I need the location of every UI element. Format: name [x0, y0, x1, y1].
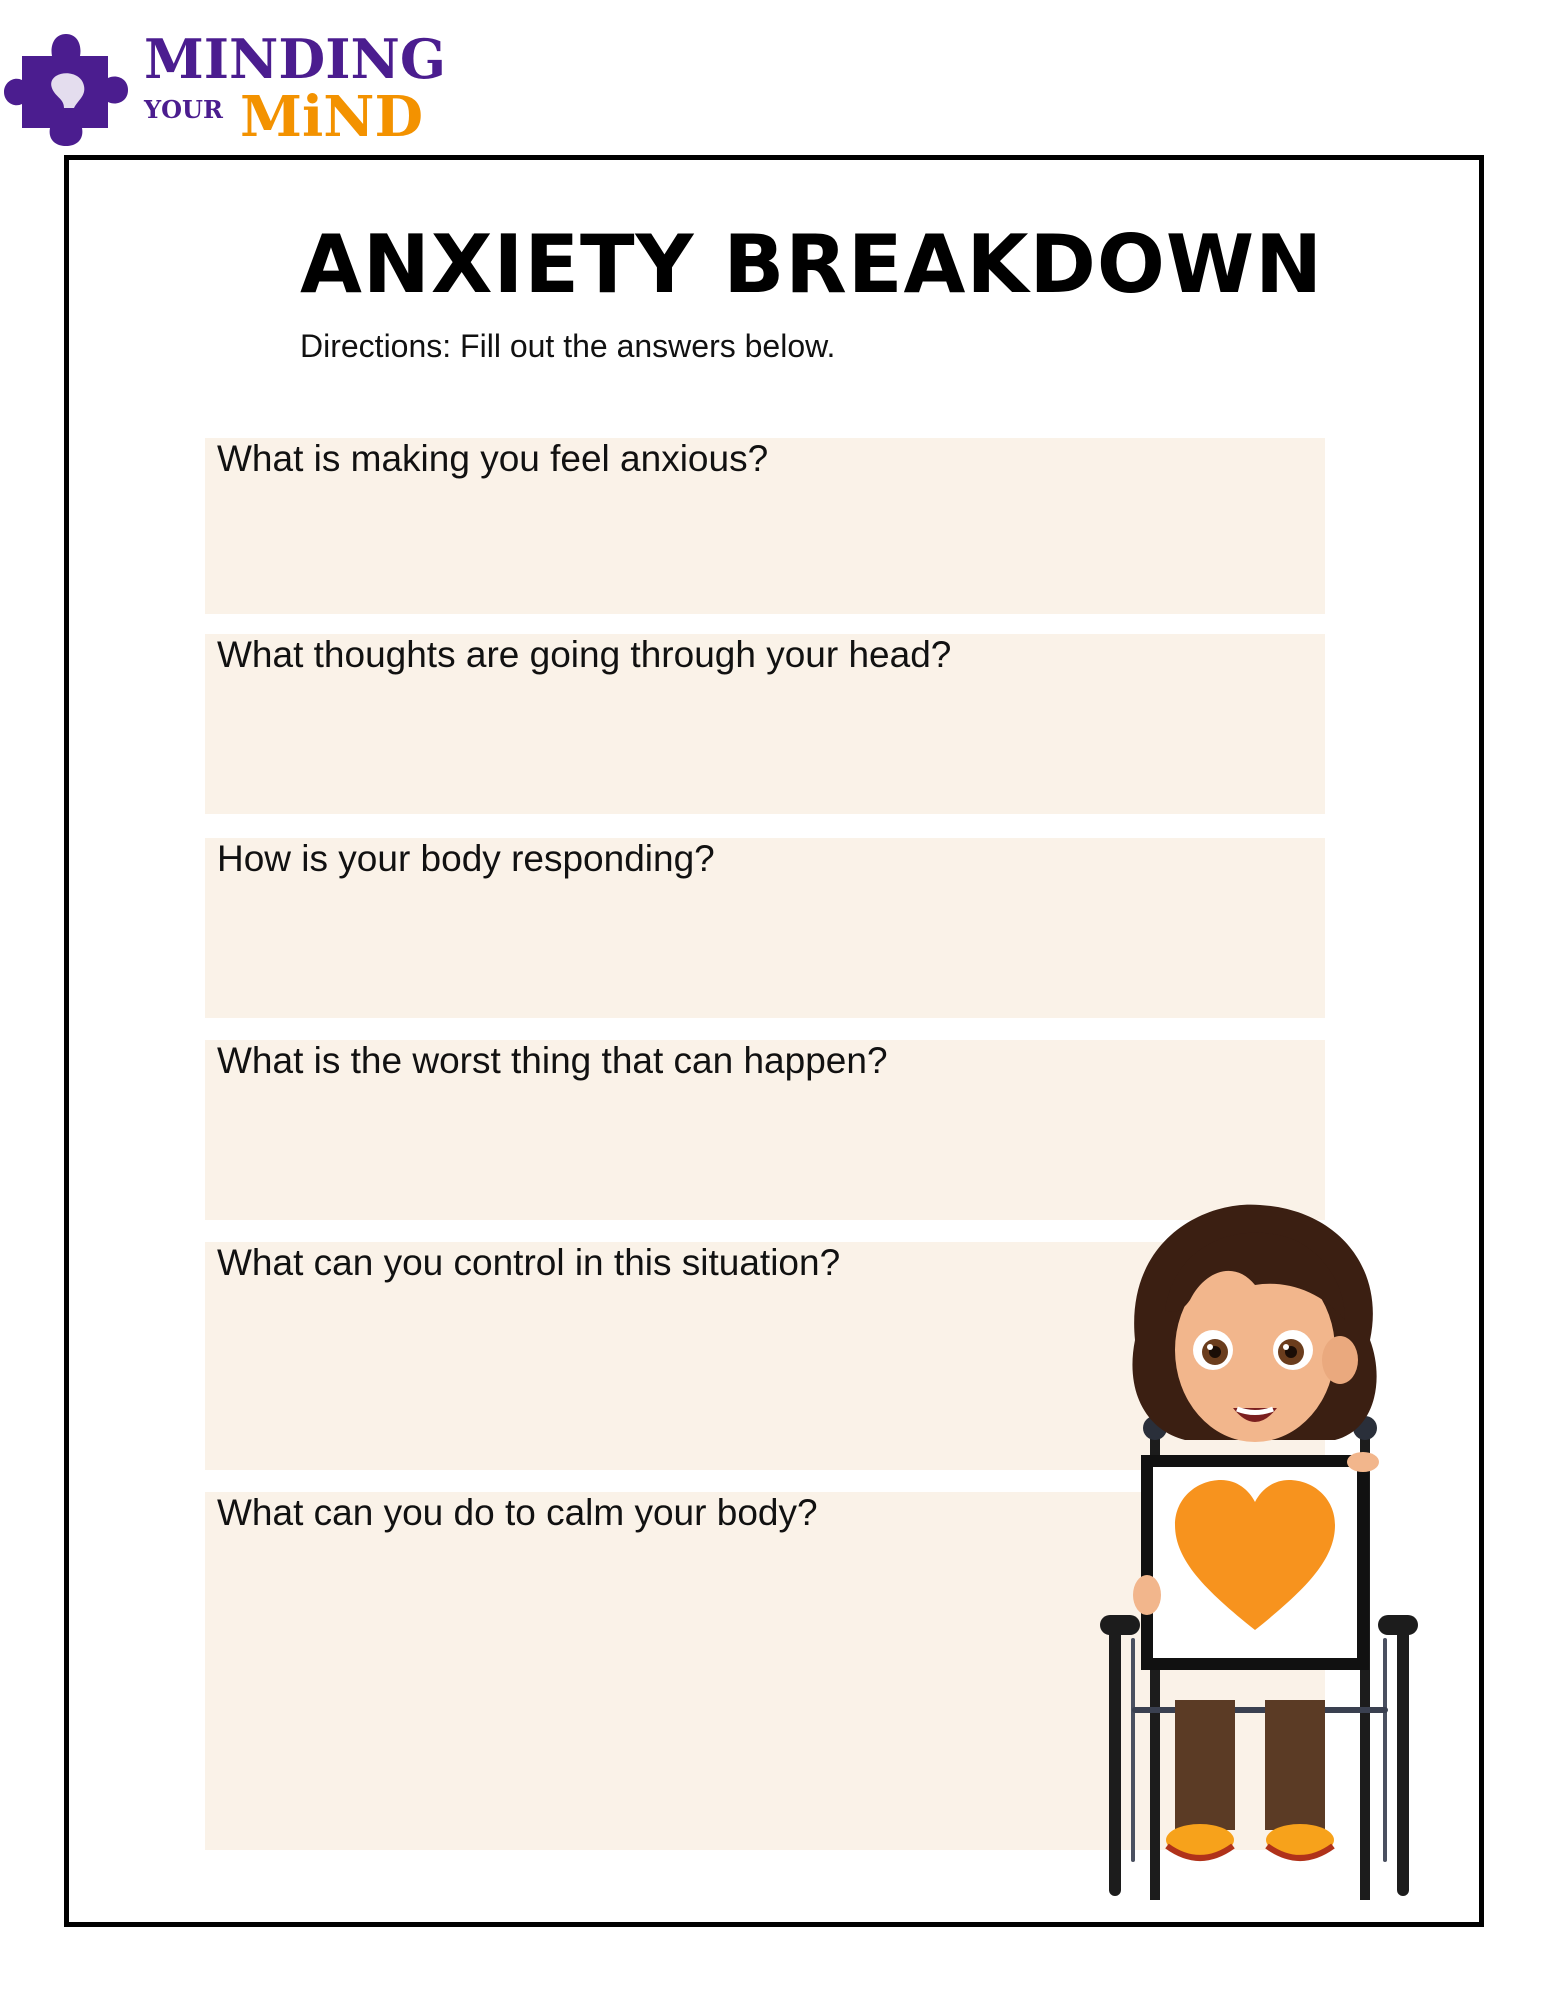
question-label: What can you do to calm your body? — [217, 1492, 818, 1533]
answer-box-worst-case[interactable] — [205, 1040, 1325, 1220]
logo-text-minding: MINDING — [144, 27, 446, 91]
answer-box-thoughts[interactable] — [205, 634, 1325, 814]
minding-your-mind-logo — [4, 16, 464, 146]
puzzle-piece-icon — [4, 34, 128, 146]
illustration-graphic — [1095, 1200, 1425, 1900]
worksheet-directions: Directions: Fill out the answers below. — [300, 328, 836, 364]
question-label: What can you control in this situation? — [217, 1242, 841, 1283]
answer-box-anxious-cause[interactable] — [205, 438, 1325, 614]
question-label: What is making you feel anxious? — [217, 438, 769, 479]
logo-text-mind: MiND — [240, 84, 424, 146]
question-label: What is the worst thing that can happen? — [217, 1040, 888, 1081]
worksheet-title: ANXIETY BREAKDOWN — [300, 218, 1324, 311]
logo-text-your: YOUR — [144, 95, 223, 124]
answer-box-body-response[interactable] — [205, 838, 1325, 1018]
girl-wheelchair-illustration — [1095, 1200, 1425, 1900]
logo-graphic — [4, 16, 464, 146]
question-label: What thoughts are going through your head? — [217, 634, 952, 675]
question-label: How is your body responding? — [217, 838, 715, 879]
